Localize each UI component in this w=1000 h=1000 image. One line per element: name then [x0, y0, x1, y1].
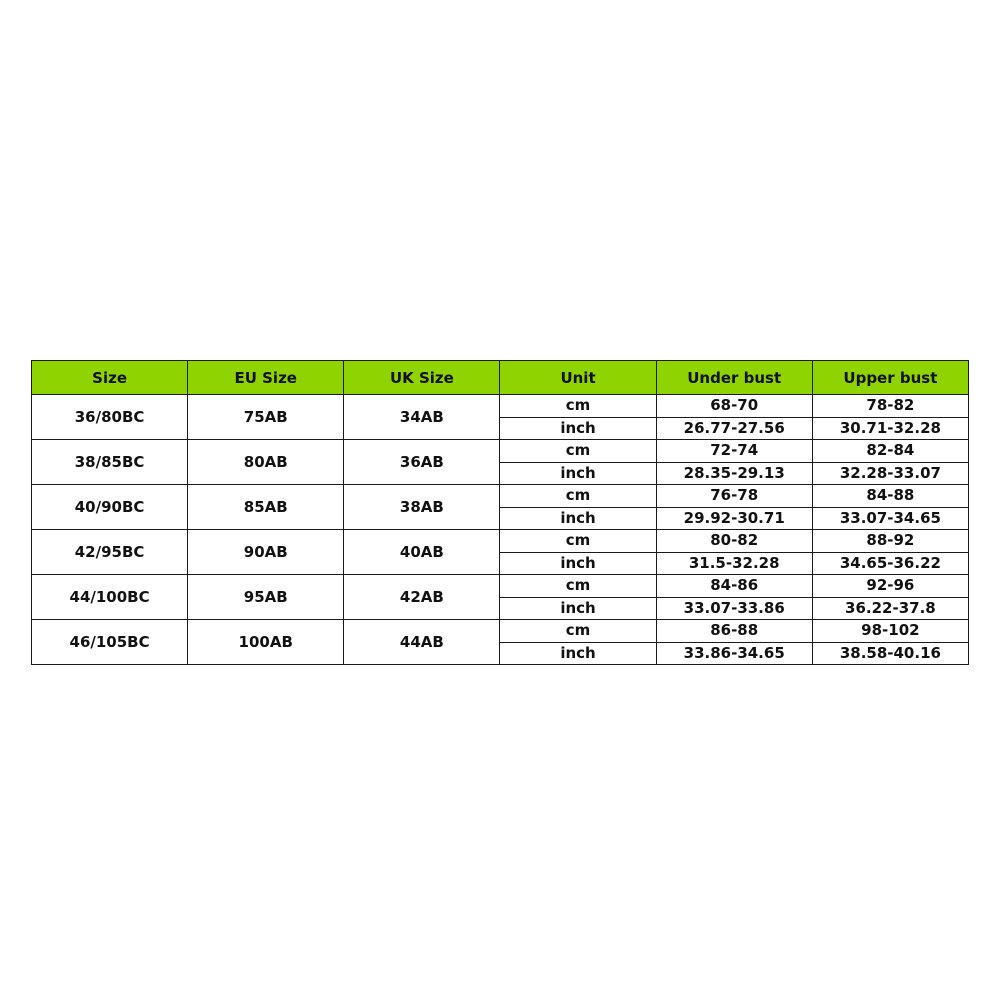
size-chart-container: [31, 360, 969, 665]
eu-size-cell: 75AB: [188, 395, 344, 440]
unit-cell: cm: [500, 440, 656, 463]
unit-cell: cm: [500, 620, 656, 643]
table-row: [32, 395, 969, 418]
unit-cell: cm: [500, 575, 656, 598]
under-bust-cell: 28.35-29.13: [656, 462, 812, 485]
table-row: [32, 440, 969, 463]
unit-cell: inch: [500, 642, 656, 665]
unit-cell: inch: [500, 417, 656, 440]
eu-size-cell: 80AB: [188, 440, 344, 485]
uk-size-cell: 44AB: [344, 620, 500, 665]
size-cell: 44/100BC: [32, 575, 188, 620]
upper-bust-cell: 78-82: [812, 395, 968, 418]
uk-size-cell: 38AB: [344, 485, 500, 530]
eu-size-cell: 95AB: [188, 575, 344, 620]
size-chart-table: [31, 360, 969, 665]
size-cell: 46/105BC: [32, 620, 188, 665]
unit-cell: inch: [500, 552, 656, 575]
eu-size-cell: 100AB: [188, 620, 344, 665]
unit-cell: cm: [500, 485, 656, 508]
header-uk-size: UK Size: [344, 361, 500, 395]
upper-bust-cell: 98-102: [812, 620, 968, 643]
upper-bust-cell: 84-88: [812, 485, 968, 508]
under-bust-cell: 86-88: [656, 620, 812, 643]
under-bust-cell: 72-74: [656, 440, 812, 463]
upper-bust-cell: 38.58-40.16: [812, 642, 968, 665]
unit-cell: inch: [500, 507, 656, 530]
upper-bust-cell: 82-84: [812, 440, 968, 463]
header-row: [32, 361, 969, 395]
size-chart-body: [32, 395, 969, 665]
header-under-bust: Under bust: [656, 361, 812, 395]
upper-bust-cell: 88-92: [812, 530, 968, 553]
uk-size-cell: 40AB: [344, 530, 500, 575]
size-cell: 38/85BC: [32, 440, 188, 485]
upper-bust-cell: 34.65-36.22: [812, 552, 968, 575]
under-bust-cell: 76-78: [656, 485, 812, 508]
table-row: [32, 575, 969, 598]
unit-cell: cm: [500, 395, 656, 418]
unit-cell: inch: [500, 597, 656, 620]
under-bust-cell: 80-82: [656, 530, 812, 553]
table-row: [32, 485, 969, 508]
uk-size-cell: 34AB: [344, 395, 500, 440]
uk-size-cell: 36AB: [344, 440, 500, 485]
header-eu-size: EU Size: [188, 361, 344, 395]
under-bust-cell: 33.07-33.86: [656, 597, 812, 620]
under-bust-cell: 26.77-27.56: [656, 417, 812, 440]
size-cell: 36/80BC: [32, 395, 188, 440]
table-row: [32, 620, 969, 643]
eu-size-cell: 85AB: [188, 485, 344, 530]
unit-cell: cm: [500, 530, 656, 553]
size-cell: 40/90BC: [32, 485, 188, 530]
under-bust-cell: 31.5-32.28: [656, 552, 812, 575]
unit-cell: inch: [500, 462, 656, 485]
header-size: Size: [32, 361, 188, 395]
under-bust-cell: 29.92-30.71: [656, 507, 812, 530]
upper-bust-cell: 33.07-34.65: [812, 507, 968, 530]
header-upper-bust: Upper bust: [812, 361, 968, 395]
under-bust-cell: 68-70: [656, 395, 812, 418]
uk-size-cell: 42AB: [344, 575, 500, 620]
under-bust-cell: 33.86-34.65: [656, 642, 812, 665]
upper-bust-cell: 36.22-37.8: [812, 597, 968, 620]
upper-bust-cell: 92-96: [812, 575, 968, 598]
under-bust-cell: 84-86: [656, 575, 812, 598]
eu-size-cell: 90AB: [188, 530, 344, 575]
upper-bust-cell: 30.71-32.28: [812, 417, 968, 440]
header-unit: Unit: [500, 361, 656, 395]
size-cell: 42/95BC: [32, 530, 188, 575]
upper-bust-cell: 32.28-33.07: [812, 462, 968, 485]
table-row: [32, 530, 969, 553]
